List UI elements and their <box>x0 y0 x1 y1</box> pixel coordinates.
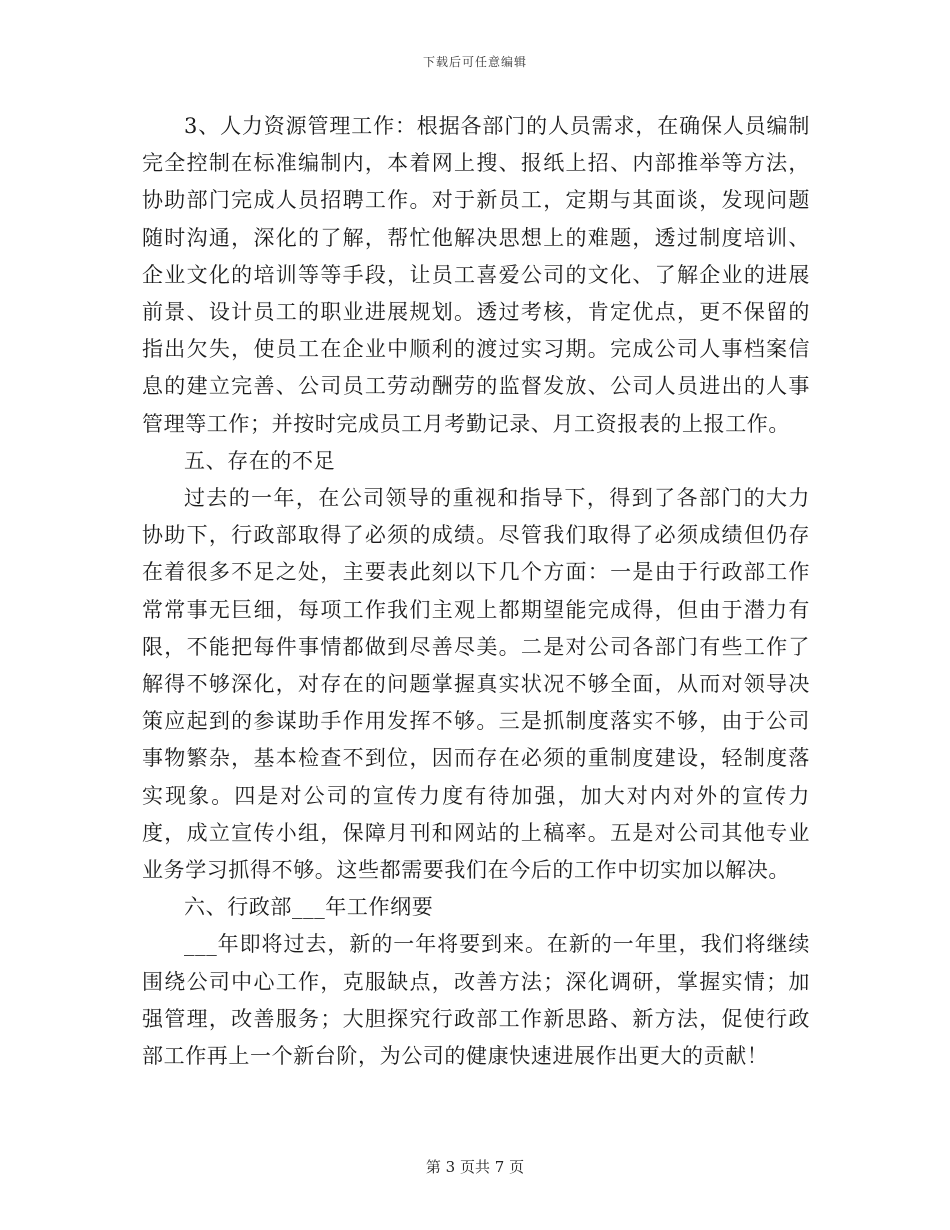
paragraph-hr-management: 3、人力资源管理工作：根据各部门的人员需求，在确保人员编制完全控制在标准编制内，本着网上搜、报纸上招、内部推举等方法，协助部门完成人员招聘工作。对于新员工，定期与其面谈，发现问题随时沟通，深化的了解，帮忙他解决思想上的难题，透过制度培训、企业文化的培训等等手段，让员工喜爱公司的文化、了解企业的进展前景、设计员工的职业进展规划。透过考核，肯定优点，更不保留的指出欠失，使员工在企业中顺利的渡过实习期。完成公司人事档案信息的建立完善、公司员工劳动酬劳的监督发放、公司人员进出的人事管理等工作；并按时完成员工月考勤记录、月工资报表的上报工作。 <box>142 114 810 436</box>
section-heading-shortcomings: 五、存在的不足 <box>184 448 336 473</box>
page-number: 第 3 页共 7 页 <box>425 1158 525 1176</box>
document-body <box>142 108 810 1075</box>
section-heading-work-outline: 六、行政部___年工作纲要 <box>184 895 434 920</box>
paragraph-shortcomings: 过去的一年，在公司领导的重视和指导下，得到了各部门的大力协助下，行政部取得了必须的成绩。尽管我们取得了必须成绩但仍存在着很多不足之处，主要表此刻以下几个方面：一是由于行政部工作常常事无巨细，每项工作我们主观上都期望能完成得，但由于潜力有限，不能把每件事情都做到尽善尽美。二是对公司各部门有些工作了解得不够深化，对存在的问题掌握真实状况不够全面，从而对领导决策应起到的参谋助手作用发挥不够。三是抓制度落实不够，由于公司事物繁杂，基本检查不到位，因而存在必须的重制度建设，轻制度落实现象。四是对公司的宣传力度有待加强，加大对内对外的宣传力度，成立宣传小组，保障月刊和网站的上稿率。五是对公司其他专业业务学习抓得不够。这些都需要我们在今后的工作中切实加以解决。 <box>142 486 810 883</box>
page-header: 下载后可任意编辑 <box>422 55 527 69</box>
paragraph-work-outline: ___年即将过去，新的一年将要到来。在新的一年里，我们将继续围绕公司中心工作，克服缺点，改善方法；深化调研，掌握实情；加强管理，改善服务；大胆探究行政部工作新思路、新方法，促使行政部工作再上一个新台阶，为公司的健康快速进展作出更大的贡献！ <box>142 932 810 1069</box>
